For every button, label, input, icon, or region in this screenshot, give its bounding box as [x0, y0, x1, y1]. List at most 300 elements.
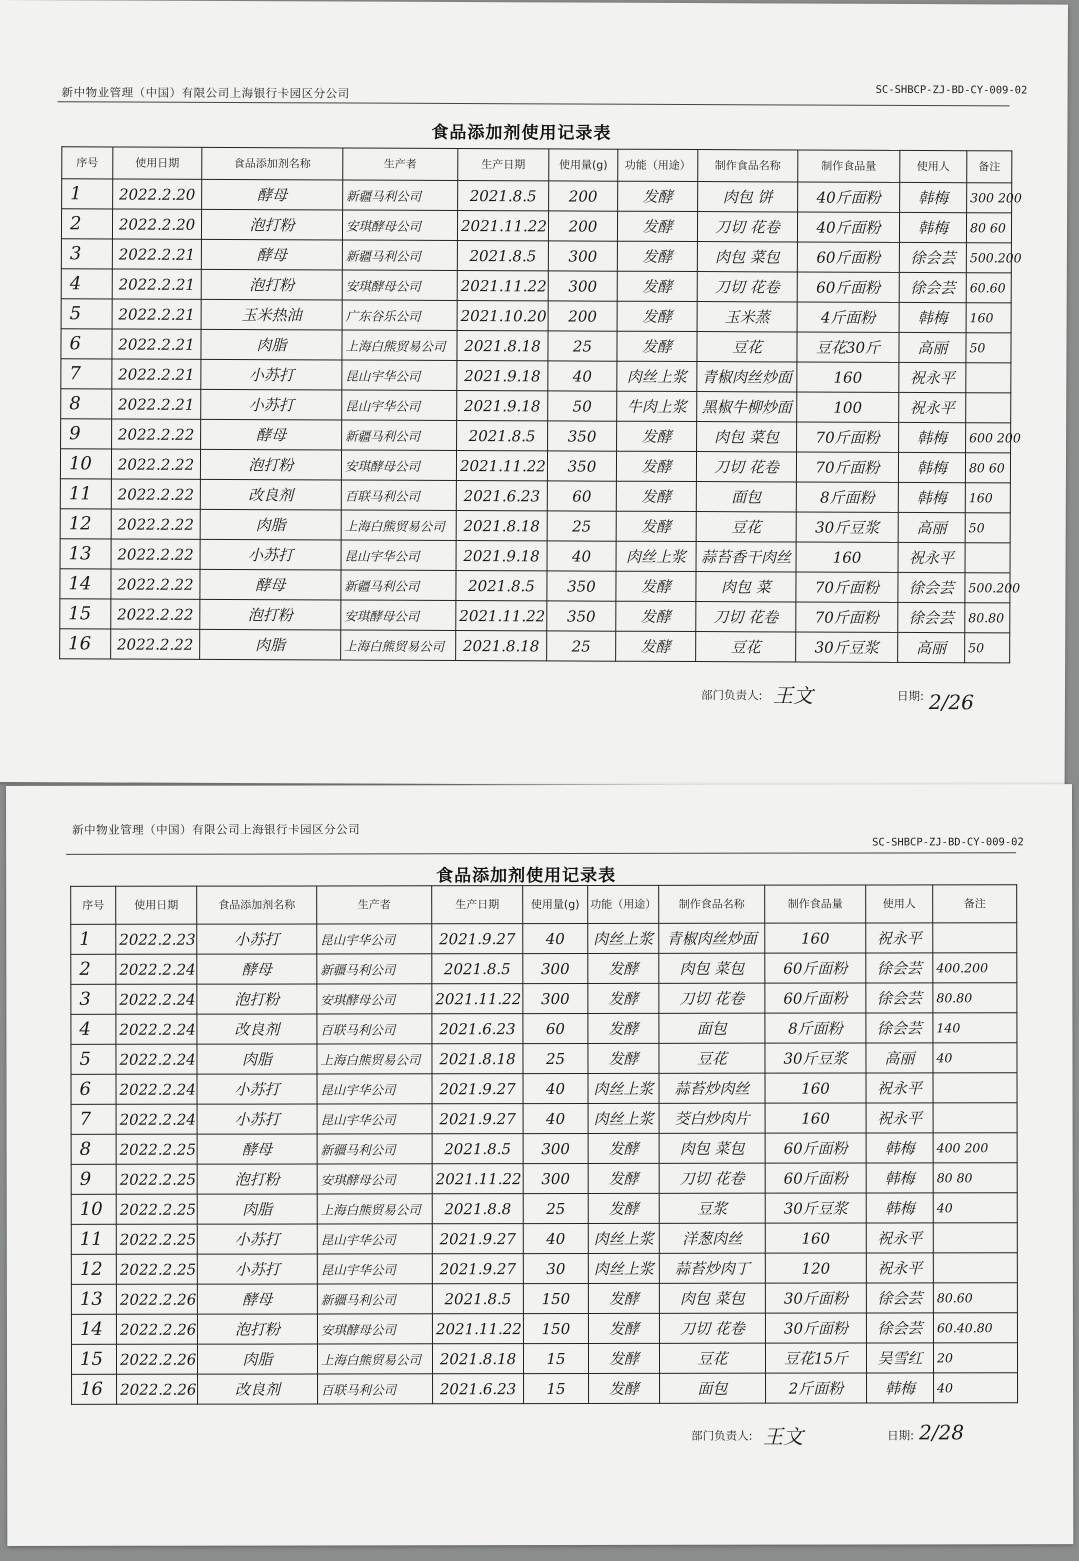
cell-food-quantity: 60斤面粉 — [765, 1133, 866, 1163]
cell-amount-used: 40 — [548, 361, 617, 391]
cell-producer: 新疆马利公司 — [341, 570, 456, 601]
cell-producer: 上海白熊贸易公司 — [341, 630, 456, 661]
cell-additive-name: 小苏打 — [197, 1104, 317, 1134]
cell-remarks: 80.80 — [933, 983, 1017, 1013]
cell-food-quantity: 30斤豆浆 — [796, 632, 898, 662]
cell-additive-name: 小苏打 — [201, 389, 342, 420]
cell-food-quantity: 豆花15斤 — [765, 1343, 866, 1373]
cell-food-quantity: 70斤面粉 — [797, 422, 899, 452]
table-row — [71, 1163, 1017, 1195]
cell-producer: 上海白熊贸易公司 — [317, 1194, 432, 1224]
cell-user: 徐会芸 — [866, 1313, 933, 1343]
header-use-date: 使用日期 — [116, 886, 197, 924]
cell-production-date: 2021.8.5 — [432, 954, 523, 984]
cell-function: 发酵 — [588, 953, 659, 983]
cell-serial-no: 15 — [71, 1344, 116, 1374]
table-row — [61, 299, 1011, 333]
cell-production-date: 2021.8.18 — [456, 630, 547, 660]
cell-food-name: 洋葱肉丝 — [659, 1223, 765, 1253]
cell-amount-used: 150 — [523, 1283, 588, 1313]
cell-function: 发酵 — [588, 1193, 659, 1223]
cell-producer: 安琪酵母公司 — [341, 450, 456, 481]
cell-user: 韩梅 — [899, 212, 966, 242]
cell-user: 徐会芸 — [898, 572, 965, 602]
cell-production-date: 2021.11.22 — [456, 450, 547, 480]
cell-remarks: 80 60 — [965, 453, 1010, 483]
cell-food-name: 刀切 花卷 — [696, 602, 796, 632]
cell-food-name: 玉米蒸 — [697, 302, 797, 332]
cell-food-quantity: 60斤面粉 — [765, 1163, 866, 1193]
cell-food-quantity: 30斤面粉 — [765, 1313, 866, 1343]
cell-additive-name: 泡打粉 — [197, 984, 317, 1014]
cell-function: 肉丝上浆 — [588, 1103, 659, 1133]
cell-amount-used: 15 — [523, 1343, 588, 1373]
cell-use-date: 2022.2.26 — [116, 1284, 197, 1314]
cell-serial-no: 3 — [71, 984, 116, 1014]
cell-additive-name: 酵母 — [197, 954, 317, 984]
cell-use-date: 2022.2.24 — [116, 954, 197, 984]
cell-additive-name: 泡打粉 — [197, 1314, 317, 1344]
cell-remarks: 40 — [933, 1193, 1017, 1223]
company-name: 新中物业管理（中国）有限公司上海银行卡园区分公司 — [61, 85, 350, 101]
cell-function: 发酵 — [588, 1133, 659, 1163]
cell-production-date: 2021.9.18 — [457, 360, 548, 390]
cell-food-name: 青椒肉丝炒面 — [659, 923, 765, 953]
cell-remarks: 20 — [933, 1343, 1017, 1373]
cell-function: 发酵 — [588, 983, 659, 1013]
cell-producer: 新疆马利公司 — [343, 180, 458, 211]
cell-food-name: 豆花 — [696, 512, 796, 542]
cell-remarks: 60.60 — [966, 273, 1011, 303]
cell-food-quantity: 8斤面粉 — [765, 1013, 866, 1043]
cell-additive-name: 酵母 — [201, 239, 342, 270]
cell-food-name: 黑椒牛柳炒面 — [697, 392, 797, 422]
cell-user: 徐会芸 — [866, 983, 933, 1013]
header-additive-name: 食品添加剂名称 — [202, 147, 343, 180]
cell-user: 祝永平 — [866, 1103, 933, 1133]
cell-food-name: 刀切 花卷 — [659, 1163, 765, 1193]
cell-remarks — [965, 543, 1010, 573]
cell-remarks: 400.200 — [933, 953, 1017, 983]
table-header-row — [71, 885, 1017, 925]
cell-remarks: 40 — [933, 1043, 1017, 1073]
cell-use-date: 2022.2.23 — [116, 924, 197, 954]
table-row — [71, 953, 1017, 985]
cell-additive-name: 酵母 — [197, 1284, 317, 1314]
cell-use-date: 2022.2.24 — [116, 1044, 197, 1074]
cell-additive-name: 肉脂 — [197, 1044, 317, 1074]
cell-producer: 上海白熊贸易公司 — [317, 1344, 432, 1374]
cell-function: 发酵 — [588, 1163, 659, 1193]
cell-user: 高丽 — [898, 632, 965, 662]
cell-production-date: 2021.11.22 — [432, 1314, 523, 1344]
header-user: 使用人 — [866, 885, 933, 923]
cell-serial-no: 11 — [60, 479, 111, 509]
cell-production-date: 2021.8.18 — [457, 330, 548, 360]
cell-function: 发酵 — [616, 631, 696, 661]
cell-producer: 安琪酵母公司 — [342, 210, 457, 241]
cell-serial-no: 14 — [71, 1314, 116, 1344]
cell-food-name: 豆花 — [659, 1343, 765, 1373]
cell-function: 发酵 — [588, 1013, 659, 1043]
cell-production-date: 2021.9.18 — [457, 390, 548, 420]
cell-amount-used: 150 — [523, 1313, 588, 1343]
cell-function: 发酵 — [617, 421, 697, 451]
cell-additive-name: 泡打粉 — [200, 449, 341, 480]
table-row — [60, 449, 1010, 483]
cell-amount-used: 25 — [523, 1193, 588, 1223]
dept-head-signature: 王文 — [772, 683, 814, 708]
cell-production-date: 2021.8.18 — [432, 1344, 523, 1374]
cell-amount-used: 25 — [548, 331, 617, 361]
cell-production-date: 2021.9.18 — [456, 540, 547, 570]
cell-food-quantity: 60斤面粉 — [765, 983, 866, 1013]
cell-food-quantity: 120 — [765, 1253, 866, 1283]
cell-additive-name: 泡打粉 — [201, 269, 342, 300]
cell-amount-used: 60 — [547, 481, 616, 511]
cell-function: 发酵 — [588, 1313, 659, 1343]
cell-function: 发酵 — [618, 181, 698, 211]
cell-food-quantity: 40斤面粉 — [797, 212, 899, 242]
cell-producer: 昆山宇华公司 — [317, 1104, 432, 1134]
cell-remarks — [933, 1073, 1017, 1103]
cell-additive-name: 玉米热油 — [201, 299, 342, 330]
cell-food-name: 肉包 菜包 — [659, 1133, 765, 1163]
cell-remarks: 80.60 — [933, 1283, 1017, 1313]
table-row — [71, 1013, 1017, 1045]
cell-user: 韩梅 — [899, 302, 966, 332]
cell-serial-no: 6 — [61, 329, 112, 359]
cell-user: 祝永平 — [866, 1253, 933, 1283]
table-row — [61, 419, 1011, 453]
cell-production-date: 2021.8.5 — [432, 1134, 523, 1164]
cell-production-date: 2021.8.5 — [456, 570, 547, 600]
table-row — [71, 1313, 1017, 1345]
cell-additive-name: 改良剂 — [200, 479, 341, 510]
cell-production-date: 2021.6.23 — [433, 1374, 524, 1404]
header-producer: 生产者 — [343, 148, 458, 181]
cell-serial-no: 7 — [71, 1104, 116, 1134]
cell-food-name: 肉包 菜包 — [659, 1283, 765, 1313]
additive-log-table — [70, 884, 1018, 1405]
cell-producer: 百联马利公司 — [341, 480, 456, 511]
cell-food-quantity: 160 — [796, 542, 898, 572]
cell-additive-name: 小苏打 — [197, 1074, 317, 1104]
cell-additive-name: 泡打粉 — [200, 599, 341, 630]
header-food-name: 制作食品名称 — [659, 885, 765, 923]
cell-user: 祝永平 — [898, 542, 965, 572]
cell-production-date: 2021.6.23 — [456, 480, 547, 510]
cell-amount-used: 300 — [523, 983, 588, 1013]
cell-serial-no: 4 — [71, 1014, 116, 1044]
cell-remarks: 80 80 — [933, 1163, 1017, 1193]
cell-remarks: 80 60 — [966, 213, 1011, 243]
cell-remarks: 500.200 — [966, 243, 1011, 273]
date-handwritten: 2/26 — [928, 690, 974, 715]
cell-additive-name: 肉脂 — [200, 509, 341, 540]
cell-food-quantity: 70斤面粉 — [796, 572, 898, 602]
cell-amount-used: 300 — [523, 1163, 588, 1193]
date-label: 日期: — [887, 1428, 915, 1443]
cell-food-name: 刀切 花卷 — [659, 1313, 765, 1343]
cell-producer: 新疆马利公司 — [317, 1134, 432, 1164]
cell-amount-used: 40 — [523, 1103, 588, 1133]
cell-remarks — [933, 1103, 1017, 1133]
cell-additive-name: 肉脂 — [201, 329, 342, 360]
cell-use-date: 2022.2.24 — [116, 1104, 197, 1134]
cell-serial-no: 11 — [71, 1224, 116, 1254]
cell-amount-used: 25 — [547, 511, 616, 541]
header-divider — [58, 101, 1010, 106]
cell-function: 肉丝上浆 — [616, 541, 696, 571]
cell-remarks: 50 — [965, 513, 1010, 543]
cell-user: 韩梅 — [867, 1373, 934, 1403]
cell-amount-used: 300 — [548, 271, 617, 301]
cell-producer: 昆山宇华公司 — [342, 390, 457, 421]
cell-use-date: 2022.2.22 — [111, 569, 200, 599]
dept-head-label: 部门负责人: — [691, 1428, 753, 1443]
cell-serial-no: 16 — [60, 629, 111, 659]
cell-serial-no: 1 — [62, 179, 113, 209]
cell-user: 高丽 — [866, 1043, 933, 1073]
cell-additive-name: 肉脂 — [200, 629, 341, 660]
cell-use-date: 2022.2.21 — [112, 269, 201, 299]
cell-remarks — [933, 1253, 1017, 1283]
cell-use-date: 2022.2.24 — [116, 1074, 197, 1104]
cell-production-date: 2021.8.18 — [432, 1044, 523, 1074]
cell-serial-no: 2 — [61, 209, 112, 239]
cell-food-quantity: 2斤面粉 — [766, 1373, 867, 1403]
cell-function: 发酵 — [616, 511, 696, 541]
cell-food-name: 刀切 花卷 — [697, 272, 797, 302]
cell-production-date: 2021.10.20 — [457, 300, 548, 330]
cell-serial-no: 3 — [61, 239, 112, 269]
cell-food-name: 刀切 花卷 — [697, 212, 797, 242]
cell-use-date: 2022.2.26 — [116, 1344, 197, 1374]
table-row — [61, 239, 1011, 273]
table-row — [71, 983, 1017, 1015]
table-row — [61, 209, 1011, 243]
cell-remarks: 160 — [965, 483, 1010, 513]
cell-food-quantity: 100 — [797, 392, 899, 422]
cell-producer: 新疆马利公司 — [342, 420, 457, 451]
cell-production-date: 2021.9.27 — [432, 924, 523, 954]
cell-food-quantity: 40斤面粉 — [798, 182, 900, 212]
cell-food-quantity: 8斤面粉 — [796, 482, 898, 512]
cell-user: 祝永平 — [899, 392, 966, 422]
date-label: 日期: — [896, 688, 924, 704]
table-row — [61, 329, 1011, 363]
cell-user: 韩梅 — [866, 1193, 933, 1223]
header-production-date: 生产日期 — [458, 148, 549, 180]
table-row — [71, 1193, 1017, 1225]
cell-function: 肉丝上浆 — [588, 1073, 659, 1103]
cell-serial-no: 5 — [71, 1044, 116, 1074]
cell-user: 高丽 — [899, 332, 966, 362]
cell-remarks — [933, 923, 1017, 953]
header-additive-name: 食品添加剂名称 — [197, 886, 317, 924]
cell-user: 徐会芸 — [899, 242, 966, 272]
cell-remarks: 140 — [933, 1013, 1017, 1043]
cell-additive-name: 酵母 — [201, 419, 342, 450]
cell-additive-name: 小苏打 — [197, 1254, 317, 1284]
cell-serial-no: 14 — [60, 569, 111, 599]
document-code: SC-SHBCP-ZJ-BD-CY-009-02 — [872, 836, 1024, 849]
cell-amount-used: 15 — [524, 1373, 589, 1403]
cell-use-date: 2022.2.21 — [112, 239, 201, 269]
cell-use-date: 2022.2.25 — [116, 1164, 197, 1194]
cell-amount-used: 350 — [547, 571, 616, 601]
cell-food-name: 肉包 饼 — [698, 182, 798, 212]
cell-production-date: 2021.6.23 — [432, 1014, 523, 1044]
document-code: SC-SHBCP-ZJ-BD-CY-009-02 — [875, 83, 1028, 97]
cell-amount-used: 50 — [548, 391, 617, 421]
cell-serial-no: 12 — [71, 1254, 116, 1284]
sheet-title: 食品添加剂使用记录表 — [436, 865, 617, 887]
cell-remarks: 600 200 — [966, 423, 1011, 453]
cell-use-date: 2022.2.24 — [116, 984, 197, 1014]
cell-remarks: 60.40.80 — [933, 1313, 1017, 1343]
cell-serial-no: 12 — [60, 509, 111, 539]
header-function: 功能（用途） — [588, 885, 659, 923]
cell-food-name: 面包 — [696, 482, 796, 512]
cell-food-quantity: 4斤面粉 — [797, 302, 899, 332]
cell-food-quantity: 160 — [797, 362, 899, 392]
cell-food-quantity: 70斤面粉 — [796, 602, 898, 632]
cell-serial-no: 1 — [71, 924, 116, 954]
cell-use-date: 2022.2.25 — [116, 1194, 197, 1224]
table-row — [71, 1133, 1017, 1165]
cell-amount-used: 60 — [523, 1013, 588, 1043]
cell-food-name: 蒜苔炒肉丁 — [659, 1253, 765, 1283]
cell-use-date: 2022.2.22 — [111, 479, 200, 509]
header-remarks: 备注 — [967, 151, 1012, 183]
cell-producer: 上海白熊贸易公司 — [341, 510, 456, 541]
cell-production-date: 2021.8.5 — [458, 180, 549, 210]
header-serial-no: 序号 — [71, 886, 116, 924]
cell-use-date: 2022.2.21 — [112, 329, 201, 359]
cell-use-date: 2022.2.21 — [112, 299, 201, 329]
cell-function: 发酵 — [617, 331, 697, 361]
header-amount-used: 使用量(g) — [523, 885, 588, 923]
cell-food-quantity: 60斤面粉 — [765, 953, 866, 983]
cell-user: 徐会芸 — [866, 1283, 933, 1313]
cell-remarks: 400 200 — [933, 1133, 1017, 1163]
cell-serial-no: 6 — [71, 1074, 116, 1104]
cell-amount-used: 40 — [547, 541, 616, 571]
cell-food-quantity: 豆花30斤 — [797, 332, 899, 362]
cell-additive-name: 肉脂 — [197, 1344, 317, 1374]
cell-additive-name: 小苏打 — [200, 539, 341, 570]
cell-additive-name: 泡打粉 — [201, 209, 342, 240]
cell-food-name: 蒜苔炒肉丝 — [659, 1073, 765, 1103]
sheet-title: 食品添加剂使用记录表 — [431, 122, 612, 144]
cell-food-name: 面包 — [660, 1373, 766, 1403]
cell-remarks: 40 — [934, 1373, 1018, 1403]
header-food-quantity: 制作食品量 — [765, 885, 866, 923]
table-row — [71, 923, 1017, 955]
cell-additive-name: 泡打粉 — [197, 1164, 317, 1194]
cell-amount-used: 300 — [548, 241, 617, 271]
cell-user: 韩梅 — [900, 182, 967, 212]
cell-remarks: 500.200 — [965, 573, 1010, 603]
cell-user: 祝永平 — [866, 1073, 933, 1103]
cell-serial-no: 7 — [61, 359, 112, 389]
cell-function: 发酵 — [588, 1343, 659, 1373]
record-sheet-2 — [6, 784, 1073, 1546]
cell-producer: 安琪酵母公司 — [342, 270, 457, 301]
date-handwritten: 2/28 — [919, 1420, 965, 1445]
cell-amount-used: 350 — [547, 601, 616, 631]
table-row — [60, 629, 1010, 663]
cell-amount-used: 300 — [523, 1133, 588, 1163]
cell-food-name: 豆花 — [696, 632, 796, 662]
cell-use-date: 2022.2.22 — [111, 629, 200, 659]
cell-serial-no: 9 — [71, 1164, 116, 1194]
cell-amount-used: 200 — [549, 181, 618, 211]
cell-function: 发酵 — [617, 241, 697, 271]
cell-user: 高丽 — [898, 512, 965, 542]
cell-use-date: 2022.2.22 — [111, 449, 200, 479]
cell-food-name: 豆花 — [697, 332, 797, 362]
cell-user: 吴雪红 — [866, 1343, 933, 1373]
cell-use-date: 2022.2.22 — [111, 539, 200, 569]
cell-serial-no: 9 — [61, 419, 112, 449]
cell-food-quantity: 30斤面粉 — [765, 1283, 866, 1313]
cell-food-name: 肉包 菜包 — [697, 422, 797, 452]
cell-food-name: 茭白炒肉片 — [659, 1103, 765, 1133]
cell-amount-used: 40 — [523, 1073, 588, 1103]
record-sheet-1 — [0, 0, 1068, 787]
cell-amount-used: 350 — [547, 451, 616, 481]
cell-food-quantity: 160 — [765, 1223, 866, 1253]
cell-producer: 百联马利公司 — [318, 1374, 433, 1404]
cell-food-quantity: 60斤面粉 — [797, 242, 899, 272]
cell-serial-no: 10 — [71, 1194, 116, 1224]
cell-user: 祝永平 — [866, 923, 933, 953]
cell-producer: 新疆马利公司 — [342, 240, 457, 271]
table-row — [61, 359, 1011, 393]
cell-additive-name: 酵母 — [200, 569, 341, 600]
dept-head-label: 部门负责人: — [700, 688, 763, 703]
cell-serial-no: 15 — [60, 599, 111, 629]
cell-function: 发酵 — [616, 571, 696, 601]
cell-production-date: 2021.8.5 — [432, 1284, 523, 1314]
table-row — [71, 1253, 1017, 1285]
cell-user: 徐会芸 — [866, 1013, 933, 1043]
cell-use-date: 2022.2.24 — [116, 1014, 197, 1044]
cell-production-date: 2021.9.27 — [432, 1104, 523, 1134]
cell-production-date: 2021.8.5 — [457, 420, 548, 450]
header-serial-no: 序号 — [62, 147, 113, 179]
cell-producer: 新疆马利公司 — [317, 1284, 432, 1314]
cell-user: 徐会芸 — [866, 953, 933, 983]
header-function: 功能（用途） — [618, 149, 698, 181]
cell-use-date: 2022.2.25 — [116, 1254, 197, 1284]
cell-remarks — [933, 1223, 1017, 1253]
cell-amount-used: 200 — [548, 211, 617, 241]
cell-user: 徐会芸 — [899, 272, 966, 302]
cell-function: 发酵 — [616, 601, 696, 631]
table-row — [60, 569, 1010, 603]
cell-user: 韩梅 — [866, 1163, 933, 1193]
cell-function: 肉丝上浆 — [588, 1223, 659, 1253]
table-row — [71, 1223, 1017, 1255]
cell-additive-name: 酵母 — [197, 1134, 317, 1164]
cell-use-date: 2022.2.25 — [116, 1134, 197, 1164]
cell-production-date: 2021.8.8 — [432, 1194, 523, 1224]
header-production-date: 生产日期 — [432, 886, 523, 924]
